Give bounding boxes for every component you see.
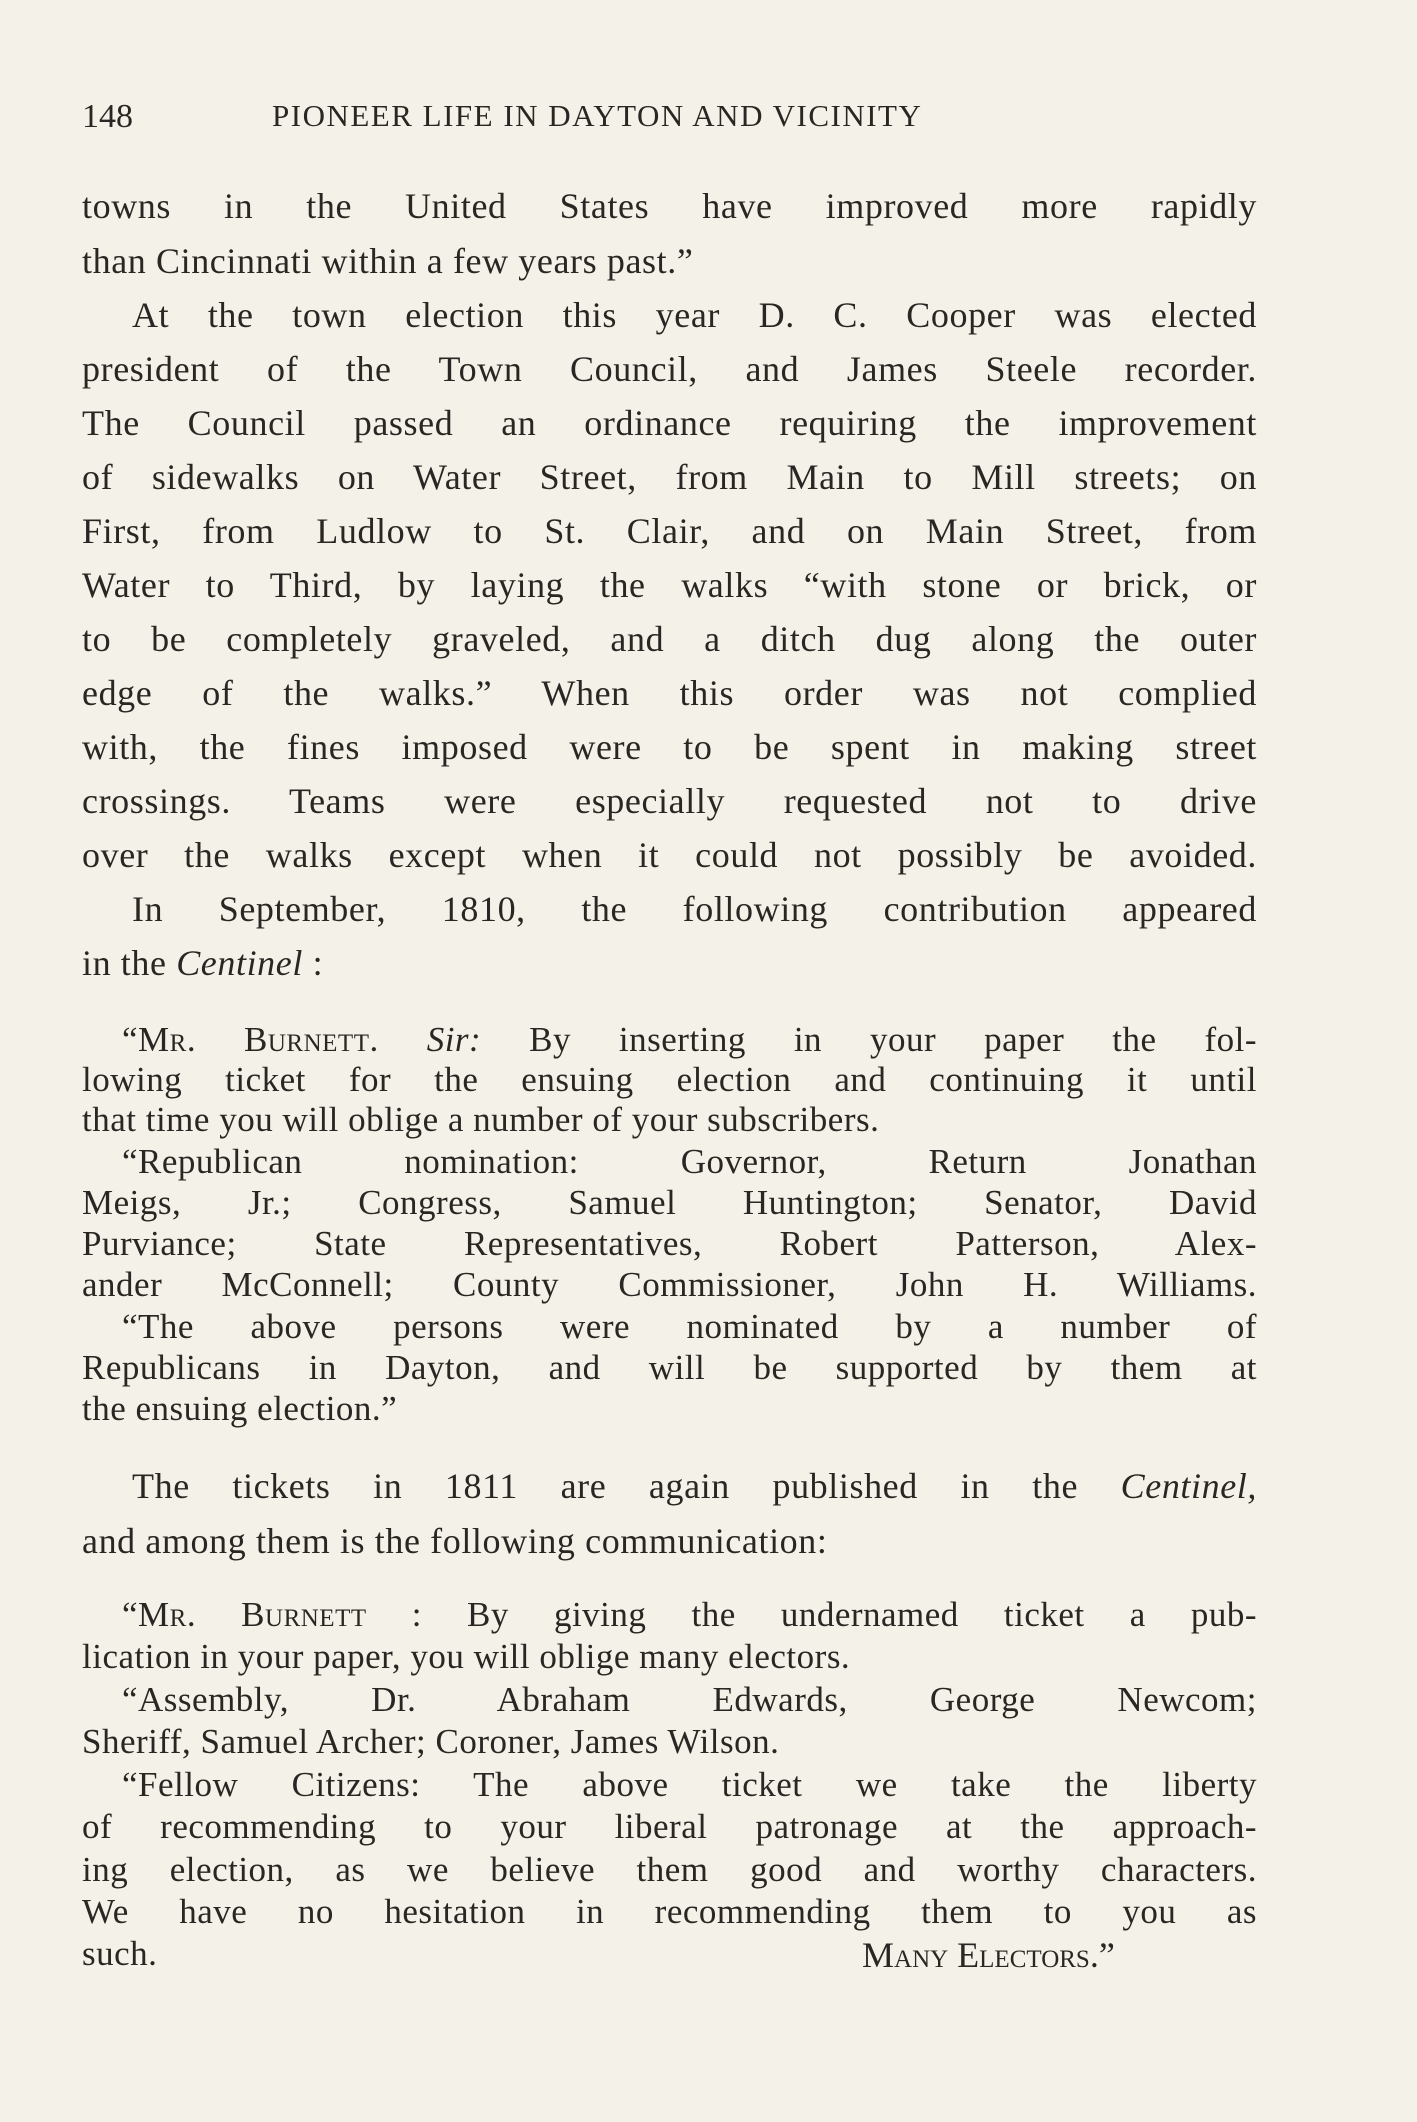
quote-line: “Republican nomination: Governor, Return Jonathan (122, 1142, 1257, 1181)
body-line: towns in the United States have improved more rapidly (82, 186, 1257, 226)
newspaper-title: Centinel, (1120, 1466, 1257, 1506)
body-line: president of the Town Council, and James Steele recorder. (82, 349, 1257, 389)
quote-line: of recommending to your liberal patronage at the approach- (82, 1807, 1257, 1846)
body-line: to be completely graveled, and a ditch dug along the outer (82, 619, 1257, 659)
quote-line: ing election, as we believe them good and worthy characters. (82, 1850, 1257, 1889)
quote-line: such. (82, 1934, 158, 1973)
body-line-last (82, 942, 1257, 984)
close-quote: ” (1098, 1935, 1115, 1975)
text-span: : By giving the undernamed ticket a pub- (366, 1595, 1257, 1634)
open-quote: “ (122, 1595, 139, 1634)
quote-line: Republicans in Dayton, and will be supported by them at (82, 1348, 1257, 1387)
addressee: Mr. Burnett. (138, 1020, 379, 1059)
signature (862, 1934, 1115, 1976)
running-title: PIONEER LIFE IN DAYTON AND VICINITY (272, 98, 923, 133)
body-line (82, 1465, 1257, 1507)
quote-line: lication in your paper, you will oblige many electors. (82, 1637, 851, 1676)
newspaper-title: Centinel (176, 943, 303, 983)
quote-line: the ensuing election.” (82, 1389, 398, 1428)
signature-name: Many Electors. (862, 1935, 1099, 1975)
quote-line: that time you will oblige a number of your subscribers. (82, 1100, 880, 1139)
body-line: than Cincinnati within a few years past.” (82, 241, 694, 281)
body-line: with, the fines imposed were to be spent in making street (82, 727, 1257, 767)
quote-line: Meigs, Jr.; Congress, Samuel Huntington; Senator, David (82, 1183, 1257, 1222)
body-line: The Council passed an ordinance requiring the improvement (82, 403, 1257, 443)
quote-line: “Fellow Citizens: The above ticket we take the liberty (122, 1765, 1257, 1804)
quote-line: Sheriff, Samuel Archer; Coroner, James Wilson. (82, 1722, 780, 1761)
body-line: and among them is the following communication: (82, 1521, 828, 1561)
body-line: Water to Third, by laying the walks “with stone or brick, or (82, 565, 1257, 605)
body-line: At the town election this year D. C. Cooper was elected (132, 295, 1257, 335)
text-span: in the (82, 943, 177, 983)
quote-line: Purviance; State Representatives, Robert Patterson, Alex- (82, 1224, 1257, 1263)
quote-line: We have no hesitation in recommending them to you as (82, 1892, 1257, 1931)
quote-line: lowing ticket for the ensuing election and continuing it until (82, 1060, 1257, 1099)
quote-line: “The above persons were nominated by a number of (122, 1307, 1257, 1346)
quote-line: ander McConnell; County Commissioner, John H. Williams. (82, 1265, 1257, 1304)
open-quote: “ (122, 1020, 139, 1059)
quote-line (82, 1595, 1257, 1635)
body-line: edge of the walks.” When this order was not complied (82, 673, 1257, 713)
body-line: First, from Ludlow to St. Clair, and on Main Street, from (82, 511, 1257, 551)
page-number: 148 (82, 98, 133, 135)
text-span: : (302, 943, 324, 983)
text-span: The tickets in 1811 are again published in the (132, 1466, 1121, 1506)
quote-line: “Assembly, Dr. Abraham Edwards, George Newcom; (122, 1680, 1257, 1719)
body-line: crossings. Teams were especially requested not to drive (82, 781, 1257, 821)
body-line: In September, 1810, the following contribution appeared (132, 889, 1257, 929)
quote-line (82, 1020, 1257, 1060)
addressee: Mr. Burnett (138, 1595, 367, 1634)
body-line: of sidewalks on Water Street, from Main to Mill streets; on (82, 457, 1257, 497)
salutation: Sir: (426, 1020, 482, 1059)
body-line: over the walks except when it could not possibly be avoided. (82, 835, 1257, 875)
text-span: By inserting in your paper the fol- (481, 1020, 1257, 1059)
